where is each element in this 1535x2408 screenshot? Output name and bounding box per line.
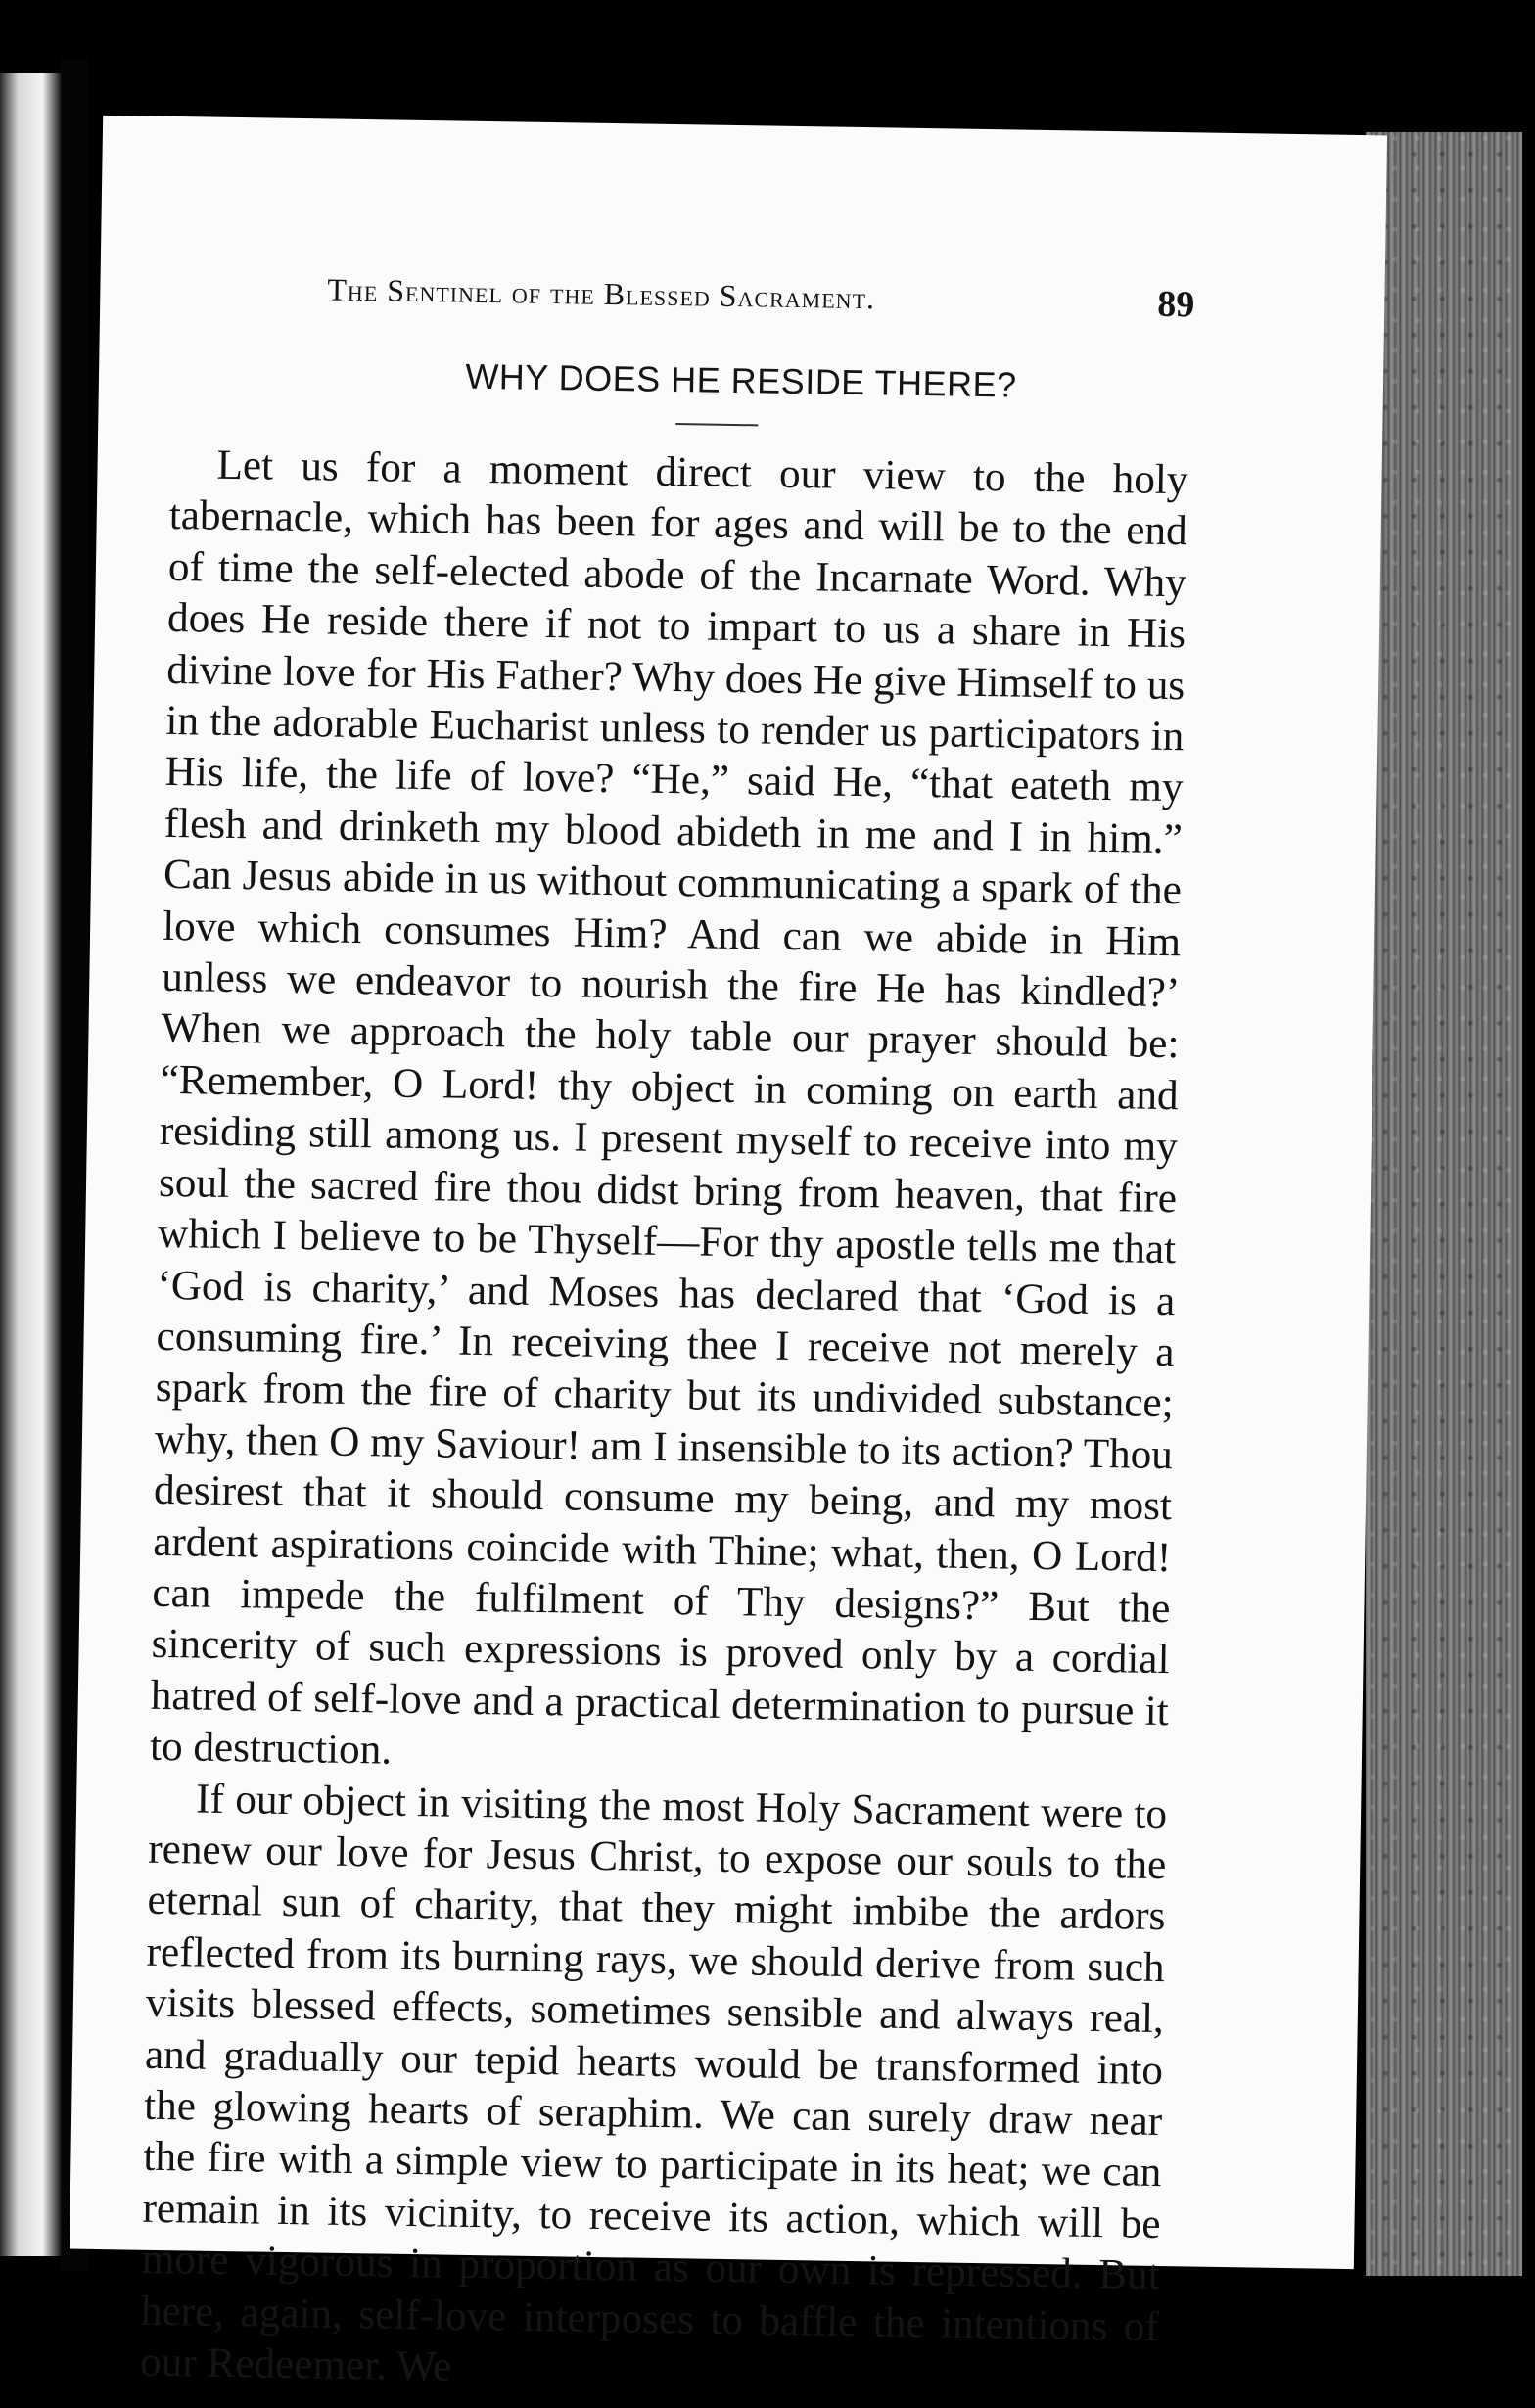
- paragraph: Let us for a moment direct our view to the holy tabernacle, which has been for ages and will be to the end of time the self-elected abode of the Incarnate Word. Why does He reside there if not to impart to us a share in His divine love for His Father? Why does He give Himself to us in the adorable Eucharist unless to render us participators in His life, the life of love? “He,” said He, “that eateth my flesh and drinketh my blood abideth in me and I in him.” Can Jesus abide in us without communicating a spark of the love which consumes Him? And can we abide in Him unless we endeavor to nourish the fire He has kindled?’ When we approach the holy table our prayer should be: “Remember, O Lord! thy object in coming on earth and residing still among us. I present myself to receive into my soul the sacred fire thou didst bring from heaven, that fire which I believe to be Thyself—For thy apostle tells me that ‘God is charity,’ and Moses has declared that ‘God is a consuming fire.’ In receiving thee I receive not merely a spark from the fire of charity but its undivided substance; why, then O my Saviour! am I insensible to its action? Thou desirest that it should consume my being, and my most ardent aspirations coincide with Thine; what, then, O Lord! can impede the fulfilment of Thy designs?” But the sincerity of such expressions is proved only by a cordial hatred of self-love and a practical determination to pursue it to destruction.: [149, 441, 1188, 1774]
- page-block-edges: [1366, 132, 1522, 2276]
- book-page: [70, 116, 1387, 2390]
- facing-page-edge: [0, 73, 61, 2256]
- paragraph: If our object in visiting the most Holy Sacrament were to renew our love for Jesus Christ, to expose our souls to the eternal sun of charity, that they might imbibe the ardors reflected from its burning rays, we should derive from such visits blessed effects, sometimes sensible and always real, and gradually our tepid hearts would be transformed into the glowing hearts of seraphim. We can surely draw near the fire with a simple view to participate in its heat; we can remain in its vicinity, to receive its action, which will be more vigorous in proportion as our own is repressed. But here, again, self-love interposes to baffle the intentions of our Redeemer. We: [139, 1776, 1168, 2390]
- title-rule: [675, 423, 758, 426]
- body-text: [140, 440, 1188, 2405]
- article-title: WHY DOES HE RESIDE THERE?: [465, 355, 1017, 405]
- running-head: The Sentinel of the Blessed Sacrament.: [327, 271, 876, 316]
- page-number: 89: [1156, 283, 1195, 326]
